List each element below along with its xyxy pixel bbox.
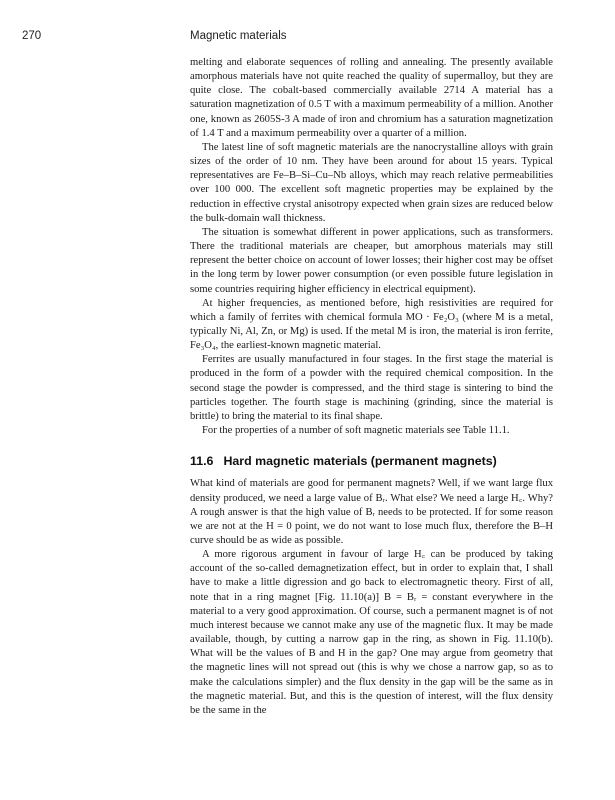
paragraph: melting and elaborate sequences of rolling and annealing. The presently available amorphous materials have not quite reached the quality of supermalloy, but they are quite close. The cobalt-based commercially available 2714 A material has a saturation magnetization of 0.5 T with a maximum permeability of a million. Another one, known as 2605S-3 A made of iron and chromium has a saturation magnetization of 1.4 T and a maximum permeability over a quarter of a million.: [190, 57, 553, 139]
paragraph: The latest line of soft magnetic materials are the nanocrystalline alloys with grain sizes of the order of 10 nm. They have been around for about 15 years. Typical representatives are Fe–B–Si–Cu–Nb alloys, which may reach relative permeabilities over 100 000. The excellent soft magnetic properties may be explained by the reduction in effective crystal anisotropy expected when grain sizes are reduced below the bulk-domain wall thickness.: [190, 141, 553, 224]
section-title: Hard magnetic materials (permanent magnets): [223, 454, 497, 469]
paragraph: What kind of materials are good for permanent magnets? Well, if we want large flux density produced, we need a large value of Bᵣ. What else? We need a large H꜀. Why? A rough answer is that the high value of Bᵣ needs to be protected. If for some reason we are not at the H = 0 point, we do not want to lose much flux, therefore the B–H curve should be as wide as possible.: [190, 478, 553, 546]
section-heading: [190, 454, 553, 468]
paragraph: For the properties of a number of soft magnetic materials see Table 11.1.: [202, 425, 510, 437]
paragraph: A more rigorous argument in favour of large H꜀ can be produced by taking account of the so-called demagnetization effect, but in order to explain that, I shall have to make a little digression and go back to electromagnetic theory. First of all, note that in a ring magnet [Fig. 11.10(a)] B = Bᵣ = constant everywhere in the material to a very good approximation. Of course, such a permanent magnet is of not much interest because we cannot make any use of the magnetic flux. It may be made available, though, by cutting a narrow gap in the ring, as shown in Fig. 11.10(b). What will be the values of B and H in the gap? One may argue from geometry that the magnetic lines will not spread out (this is why we chose a narrow gap, so as to make the calculations simpler) and the flux density in the gap will be the same as in the magnetic material. But, and this is the question of interest, will the flux density be the same in the: [190, 549, 553, 716]
page-number: 270: [22, 30, 42, 42]
body-text: [190, 56, 553, 718]
section-number: 11.6: [190, 454, 214, 469]
paragraph: Ferrites are usually manufactured in four stages. In the first stage the material is produced in the form of a powder with the required chemical composition. In the second stage the powder is compressed, and the third stage is sintering to bind the particles together. The fourth stage is machining (grinding, since the material is brittle) to bring the material to its final shape.: [190, 354, 553, 422]
running-title: Magnetic materials: [190, 30, 287, 42]
paragraph: The situation is somewhat different in power applications, such as transformers. There the traditional materials are cheaper, but amorphous materials may still represent the better choice on account of lower losses; their higher cost may be offset in the long term by lower power consumption (or even possible future legislation in some countries requiring higher efficiency in electrical equipment).: [190, 226, 553, 295]
running-header: [0, 30, 615, 46]
paragraph: At higher frequencies, as mentioned before, high resistivities are required for which a family of ferrites with chemical formula MO · Fe₂O₃ (where M is a metal, typically Ni, Al, Zn, or Mg) is used. If the metal M is iron, the material is iron ferrite, Fe₃O₄, the earliest-known magnetic material.: [190, 297, 553, 352]
